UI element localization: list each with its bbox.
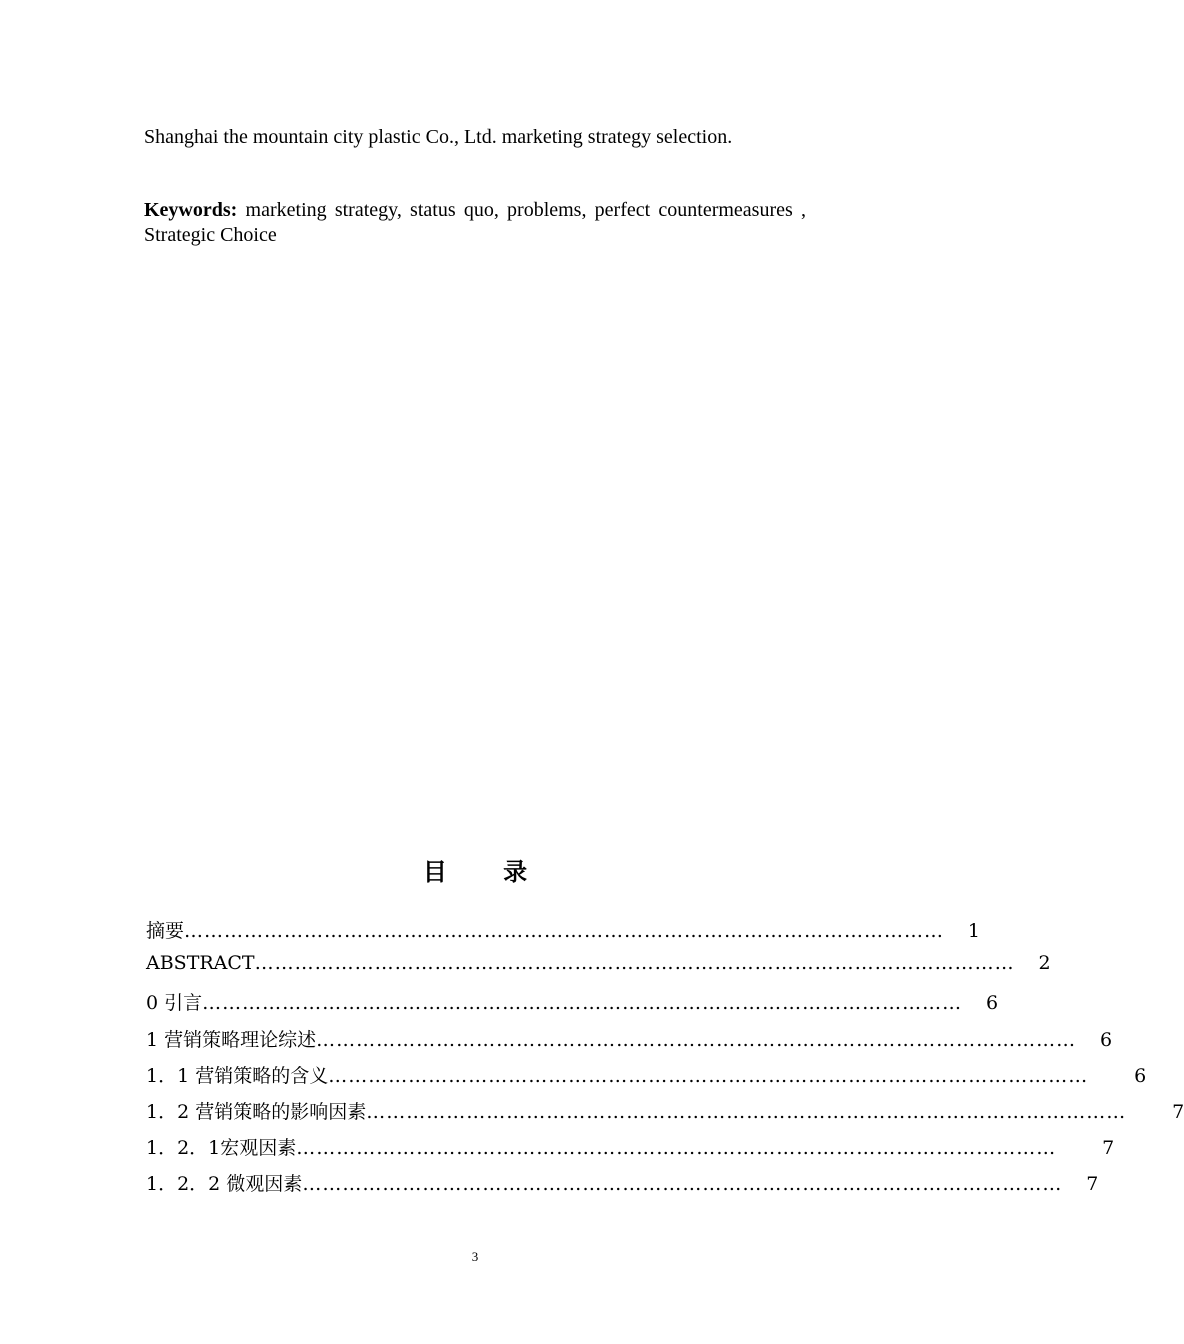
toc-entry-page: 7 [1086, 1173, 1099, 1196]
toc-entry-label: 1．2．2 微观因素 [146, 1173, 303, 1196]
toc-title: 目 录 [422, 858, 552, 886]
toc-entry-label: 1．2．1宏观因素 [146, 1137, 297, 1160]
toc-entry-page: 2 [1038, 952, 1051, 975]
toc-entry-page: 1 [967, 920, 981, 942]
toc-entry-label: 1 营销策略理论综述 [146, 1028, 317, 1051]
page-number: 3 [471, 1249, 479, 1264]
abstract-closing-sentence: Shanghai the mountain city plastic Co., Ltd. marketing strategy selection. [144, 126, 733, 148]
toc-entry-label: 摘要 [146, 920, 185, 942]
toc-dot-leader: …………………………………………………………………………………………………… [296, 1137, 1057, 1160]
toc-entry-label: 1．1 营销策略的含义 [146, 1064, 329, 1087]
toc-entry[interactable] [146, 1169, 1099, 1205]
keywords-paragraph [144, 198, 806, 248]
toc-entry-page: 6 [986, 992, 999, 1015]
keywords-text: marketing strategy, status quo, problems, perfect countermeasures , Strategic Choice [144, 199, 806, 246]
toc-entry[interactable] [146, 1061, 1147, 1097]
toc-entry-page: 7 [1172, 1100, 1184, 1123]
table-of-contents [146, 916, 1184, 1206]
toc-entry-page: 6 [1134, 1064, 1147, 1087]
toc-entry[interactable] [146, 1025, 1113, 1061]
toc-entry-page: 6 [1100, 1028, 1113, 1051]
toc-entry[interactable] [146, 988, 999, 1024]
toc-entry[interactable] [146, 1133, 1115, 1169]
toc-dot-leader: …………………………………………………………………………………………………… [202, 992, 963, 1015]
toc-entry-label: 0 引言 [146, 992, 203, 1015]
toc-entry[interactable] [146, 952, 1051, 988]
keywords-label: Keywords: [144, 199, 238, 221]
toc-entry-page: 7 [1102, 1137, 1115, 1160]
toc-entry[interactable] [146, 916, 981, 952]
toc-dot-leader: …………………………………………………………………………………………………… [366, 1100, 1127, 1123]
toc-dot-leader: …………………………………………………………………………………………………… [316, 1028, 1077, 1051]
toc-dot-leader: …………………………………………………………………………………………………… [254, 952, 1015, 975]
toc-dot-leader: …………………………………………………………………………………………………… [184, 920, 945, 942]
toc-entry[interactable] [146, 1097, 1184, 1133]
toc-entry-label: 1．2 营销策略的影响因素 [146, 1100, 367, 1123]
toc-dot-leader: …………………………………………………………………………………………………… [302, 1173, 1063, 1196]
toc-entry-label: ABSTRACT [146, 952, 255, 975]
toc-dot-leader: …………………………………………………………………………………………………… [328, 1064, 1089, 1087]
